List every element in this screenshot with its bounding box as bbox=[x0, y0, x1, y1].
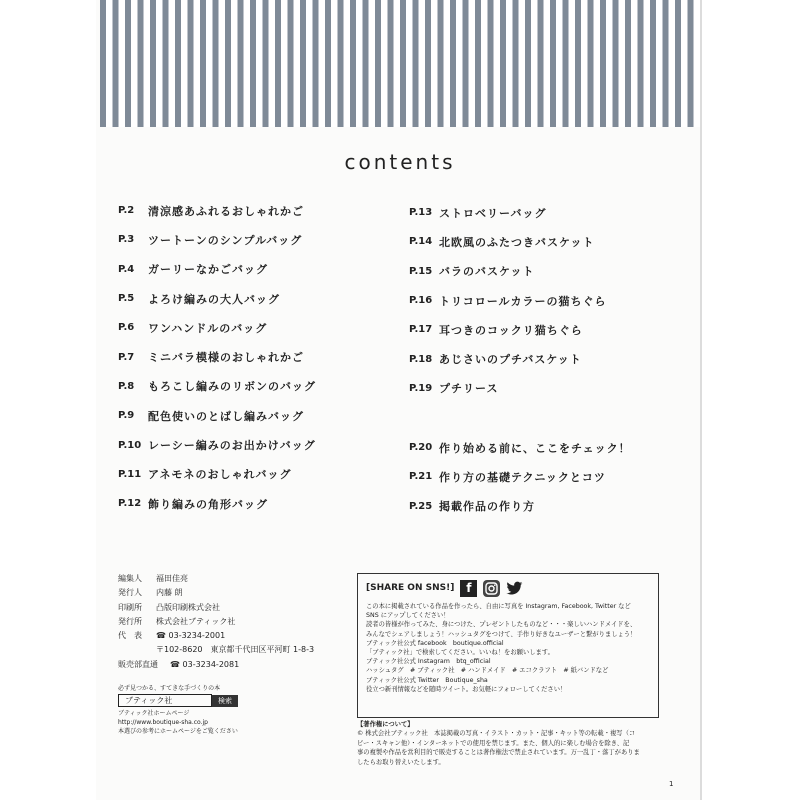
toc-page-number: P.15 bbox=[409, 265, 433, 277]
toc-item bbox=[118, 313, 316, 342]
credits-block bbox=[118, 572, 314, 672]
toc-right-column-top bbox=[409, 198, 607, 403]
credit-row bbox=[118, 615, 314, 629]
credit-row bbox=[118, 658, 314, 672]
toc-item-title: プチリース bbox=[439, 382, 499, 396]
credit-value: 福田佳亮 bbox=[156, 574, 188, 583]
stamp-tagline: 必ず見つかる、すてきな手づくりの本 bbox=[118, 685, 221, 692]
copyright-heading: 【著作権について】 bbox=[357, 721, 414, 728]
toc-page-number: P.3 bbox=[118, 234, 135, 246]
toc-item-title: 飾り編みの角形バッグ bbox=[148, 497, 268, 511]
text-line: ブティック社公式 Instagram btq_official bbox=[366, 658, 491, 666]
toc-item bbox=[409, 374, 607, 403]
credit-label: 発行所 bbox=[118, 616, 142, 626]
toc-item bbox=[118, 196, 316, 225]
toc-item bbox=[409, 433, 631, 462]
toc-page-number: P.5 bbox=[118, 293, 135, 305]
toc-item bbox=[118, 460, 316, 489]
credit-label: 発行人 bbox=[118, 588, 142, 598]
stamp-line: ブティック社ホームページ bbox=[118, 710, 190, 717]
text-line: 「ブティック社」で検索してください。いいね！をお願いします。 bbox=[366, 649, 554, 657]
toc-item-title: よろけ編みの大人バッグ bbox=[148, 292, 280, 306]
share-heading-row bbox=[366, 580, 650, 597]
toc-item bbox=[409, 286, 607, 315]
twitter-icon bbox=[506, 580, 523, 597]
toc-page-number: P.19 bbox=[409, 382, 433, 394]
text-line: ピー・スキャン他）・インターネットでの使用を禁じます。また、個人的に楽しむ場合を除き、記 bbox=[357, 739, 630, 747]
text-line: したらお取り替えいたします。 bbox=[357, 758, 445, 766]
toc-page-number: P.12 bbox=[118, 498, 142, 510]
text-line: ブティック社公式 Twitter Boutique_sha bbox=[366, 676, 488, 684]
copyright-text bbox=[357, 729, 667, 767]
toc-item-title: 作り始める前に、ここをチェック！ bbox=[439, 441, 631, 455]
toc-item-title: 掲載作品の作り方 bbox=[439, 500, 535, 514]
toc-page-number: P.17 bbox=[409, 324, 433, 336]
toc-page-number: P.21 bbox=[409, 471, 433, 483]
toc-page-number: P.2 bbox=[118, 205, 135, 217]
toc-page-number: P.25 bbox=[409, 500, 433, 512]
toc-page-number: P.18 bbox=[409, 353, 433, 365]
toc-left-column bbox=[118, 196, 316, 518]
toc-page-number: P.6 bbox=[118, 322, 135, 334]
toc-item bbox=[118, 430, 316, 459]
toc-item-title: レーシー編みのお出かけバッグ bbox=[148, 439, 316, 453]
search-input: ブティック社 bbox=[118, 694, 212, 707]
striped-header-banner bbox=[100, 0, 700, 127]
toc-right-column-bottom bbox=[409, 433, 631, 521]
share-heading: [SHARE ON SNS!] bbox=[366, 582, 455, 593]
toc-item-title: トリコロールカラーの猫ちぐら bbox=[439, 294, 607, 308]
text-line: ハッシュタグ # ブティック社 # ハンドメイド # エコクラフト # 紙バンドなど bbox=[366, 667, 609, 675]
instagram-icon bbox=[483, 580, 500, 597]
text-line: みんなでシェアしましょう！ハッシュタグをつけて、手作り好きなユーザーと繋がりましょう！ bbox=[366, 630, 637, 638]
toc-item bbox=[118, 401, 316, 430]
credit-value: 株式会社ブティック社 bbox=[156, 616, 236, 626]
toc-item bbox=[409, 462, 631, 491]
credit-value: 〒102-8620 東京都千代田区平河町 1-8-3 bbox=[156, 645, 315, 655]
toc-page-number: P.4 bbox=[118, 263, 135, 275]
credit-label: 代 表 bbox=[118, 631, 142, 641]
toc-page-number: P.7 bbox=[118, 351, 135, 363]
stamp-url: http://www.boutique-sha.co.jp bbox=[118, 719, 208, 726]
text-line: © 株式会社ブティック社 本誌掲載の写真・イラスト・カット・記事・キット等の転載・複写（コ bbox=[357, 730, 636, 738]
credit-label bbox=[118, 643, 156, 657]
toc-item bbox=[409, 344, 607, 373]
search-bar bbox=[118, 694, 238, 707]
toc-item bbox=[118, 255, 316, 284]
toc-page-number: P.8 bbox=[118, 380, 135, 392]
credit-label: 販売部直通 bbox=[118, 659, 158, 669]
toc-item-title: 耳つきのコックリ猫ちぐら bbox=[439, 323, 583, 337]
toc-item-title: ストロベリーバッグ bbox=[439, 206, 547, 220]
credit-value: ☎ 03-3234-2001 bbox=[156, 631, 226, 641]
credit-label: 印刷所 bbox=[118, 602, 142, 612]
toc-item-title: アネモネのおしゃれバッグ bbox=[148, 468, 292, 482]
toc-item bbox=[409, 492, 631, 521]
toc-item bbox=[409, 227, 607, 256]
search-stamp bbox=[118, 684, 238, 736]
toc-item-title: 配色使いのとばし編みバッグ bbox=[148, 409, 304, 423]
toc-item-title: ガーリーなかごバッグ bbox=[148, 263, 268, 277]
credit-row bbox=[118, 586, 314, 600]
credit-value: 内藤 朗 bbox=[156, 588, 183, 598]
toc-item bbox=[409, 315, 607, 344]
toc-item-title: もろこし編みのリボンのバッグ bbox=[148, 380, 316, 394]
text-line: 事の複製や作品を営利目的で販売することは著作権法で禁止されています。万一乱丁・落丁がありま bbox=[357, 749, 640, 757]
credit-value: 凸版印刷株式会社 bbox=[156, 602, 220, 612]
toc-page-number: P.9 bbox=[118, 410, 135, 422]
share-on-sns-box bbox=[357, 573, 659, 718]
text-line: SNS にアップしてください！ bbox=[366, 612, 450, 620]
text-line: ブティック社公式 facebook boutique.official bbox=[366, 639, 504, 647]
text-line: この本に掲載されている作品を作ったら、自由に写真を Instagram, Facebook, Twitter など bbox=[366, 603, 631, 610]
toc-item bbox=[409, 198, 607, 227]
credit-row bbox=[118, 601, 314, 615]
facebook-icon: f bbox=[460, 580, 477, 597]
toc-page-number: P.20 bbox=[409, 442, 433, 454]
toc-item bbox=[118, 225, 316, 254]
toc-item-title: 作り方の基礎テクニックとコツ bbox=[439, 470, 606, 484]
toc-page-number: P.11 bbox=[118, 468, 142, 480]
copyright-notice bbox=[357, 720, 667, 767]
toc-item-title: 北欧風のふたつきバスケット bbox=[439, 235, 595, 249]
share-text bbox=[366, 602, 650, 694]
credit-label: 編集人 bbox=[118, 574, 142, 583]
search-button: 検索 bbox=[212, 695, 238, 707]
stamp-line: 本選びの参考にホームページをご覧ください bbox=[118, 728, 238, 735]
text-line: 読者の皆様が作ってみた、身につけた、プレゼントしたものなど・・・楽しいハンドメイドを、 bbox=[366, 621, 637, 629]
toc-item-title: ミニバラ模様のおしゃれかご bbox=[148, 351, 304, 365]
toc-page-number: P.16 bbox=[409, 295, 433, 307]
toc-item-title: ワンハンドルのバッグ bbox=[148, 321, 268, 335]
toc-item-title: あじさいのプチバスケット bbox=[439, 353, 582, 367]
toc-item bbox=[409, 257, 607, 286]
credit-row bbox=[118, 643, 314, 657]
toc-item-title: 清涼感あふれるおしゃれかご bbox=[148, 204, 304, 218]
page-edge bbox=[700, 0, 702, 800]
toc-item bbox=[118, 342, 316, 371]
contents-title: contents bbox=[344, 150, 456, 174]
credit-value: ☎ 03-3234-2081 bbox=[170, 659, 240, 669]
toc-item bbox=[118, 284, 316, 313]
credit-row bbox=[118, 572, 314, 586]
toc-item-title: ツートーンのシンプルバッグ bbox=[148, 233, 303, 247]
toc-page-number: P.10 bbox=[118, 439, 142, 451]
toc-page-number: P.13 bbox=[409, 207, 433, 219]
toc-item bbox=[118, 372, 316, 401]
credit-row bbox=[118, 629, 314, 643]
toc-item bbox=[118, 489, 316, 518]
toc-page-number: P.14 bbox=[409, 236, 433, 248]
text-line: 役立つ新刊情報などを随時ツイート。お気軽にフォローしてください！ bbox=[366, 685, 567, 693]
page-number: 1 bbox=[669, 780, 674, 788]
toc-item-title: バラのバスケット bbox=[439, 265, 535, 279]
